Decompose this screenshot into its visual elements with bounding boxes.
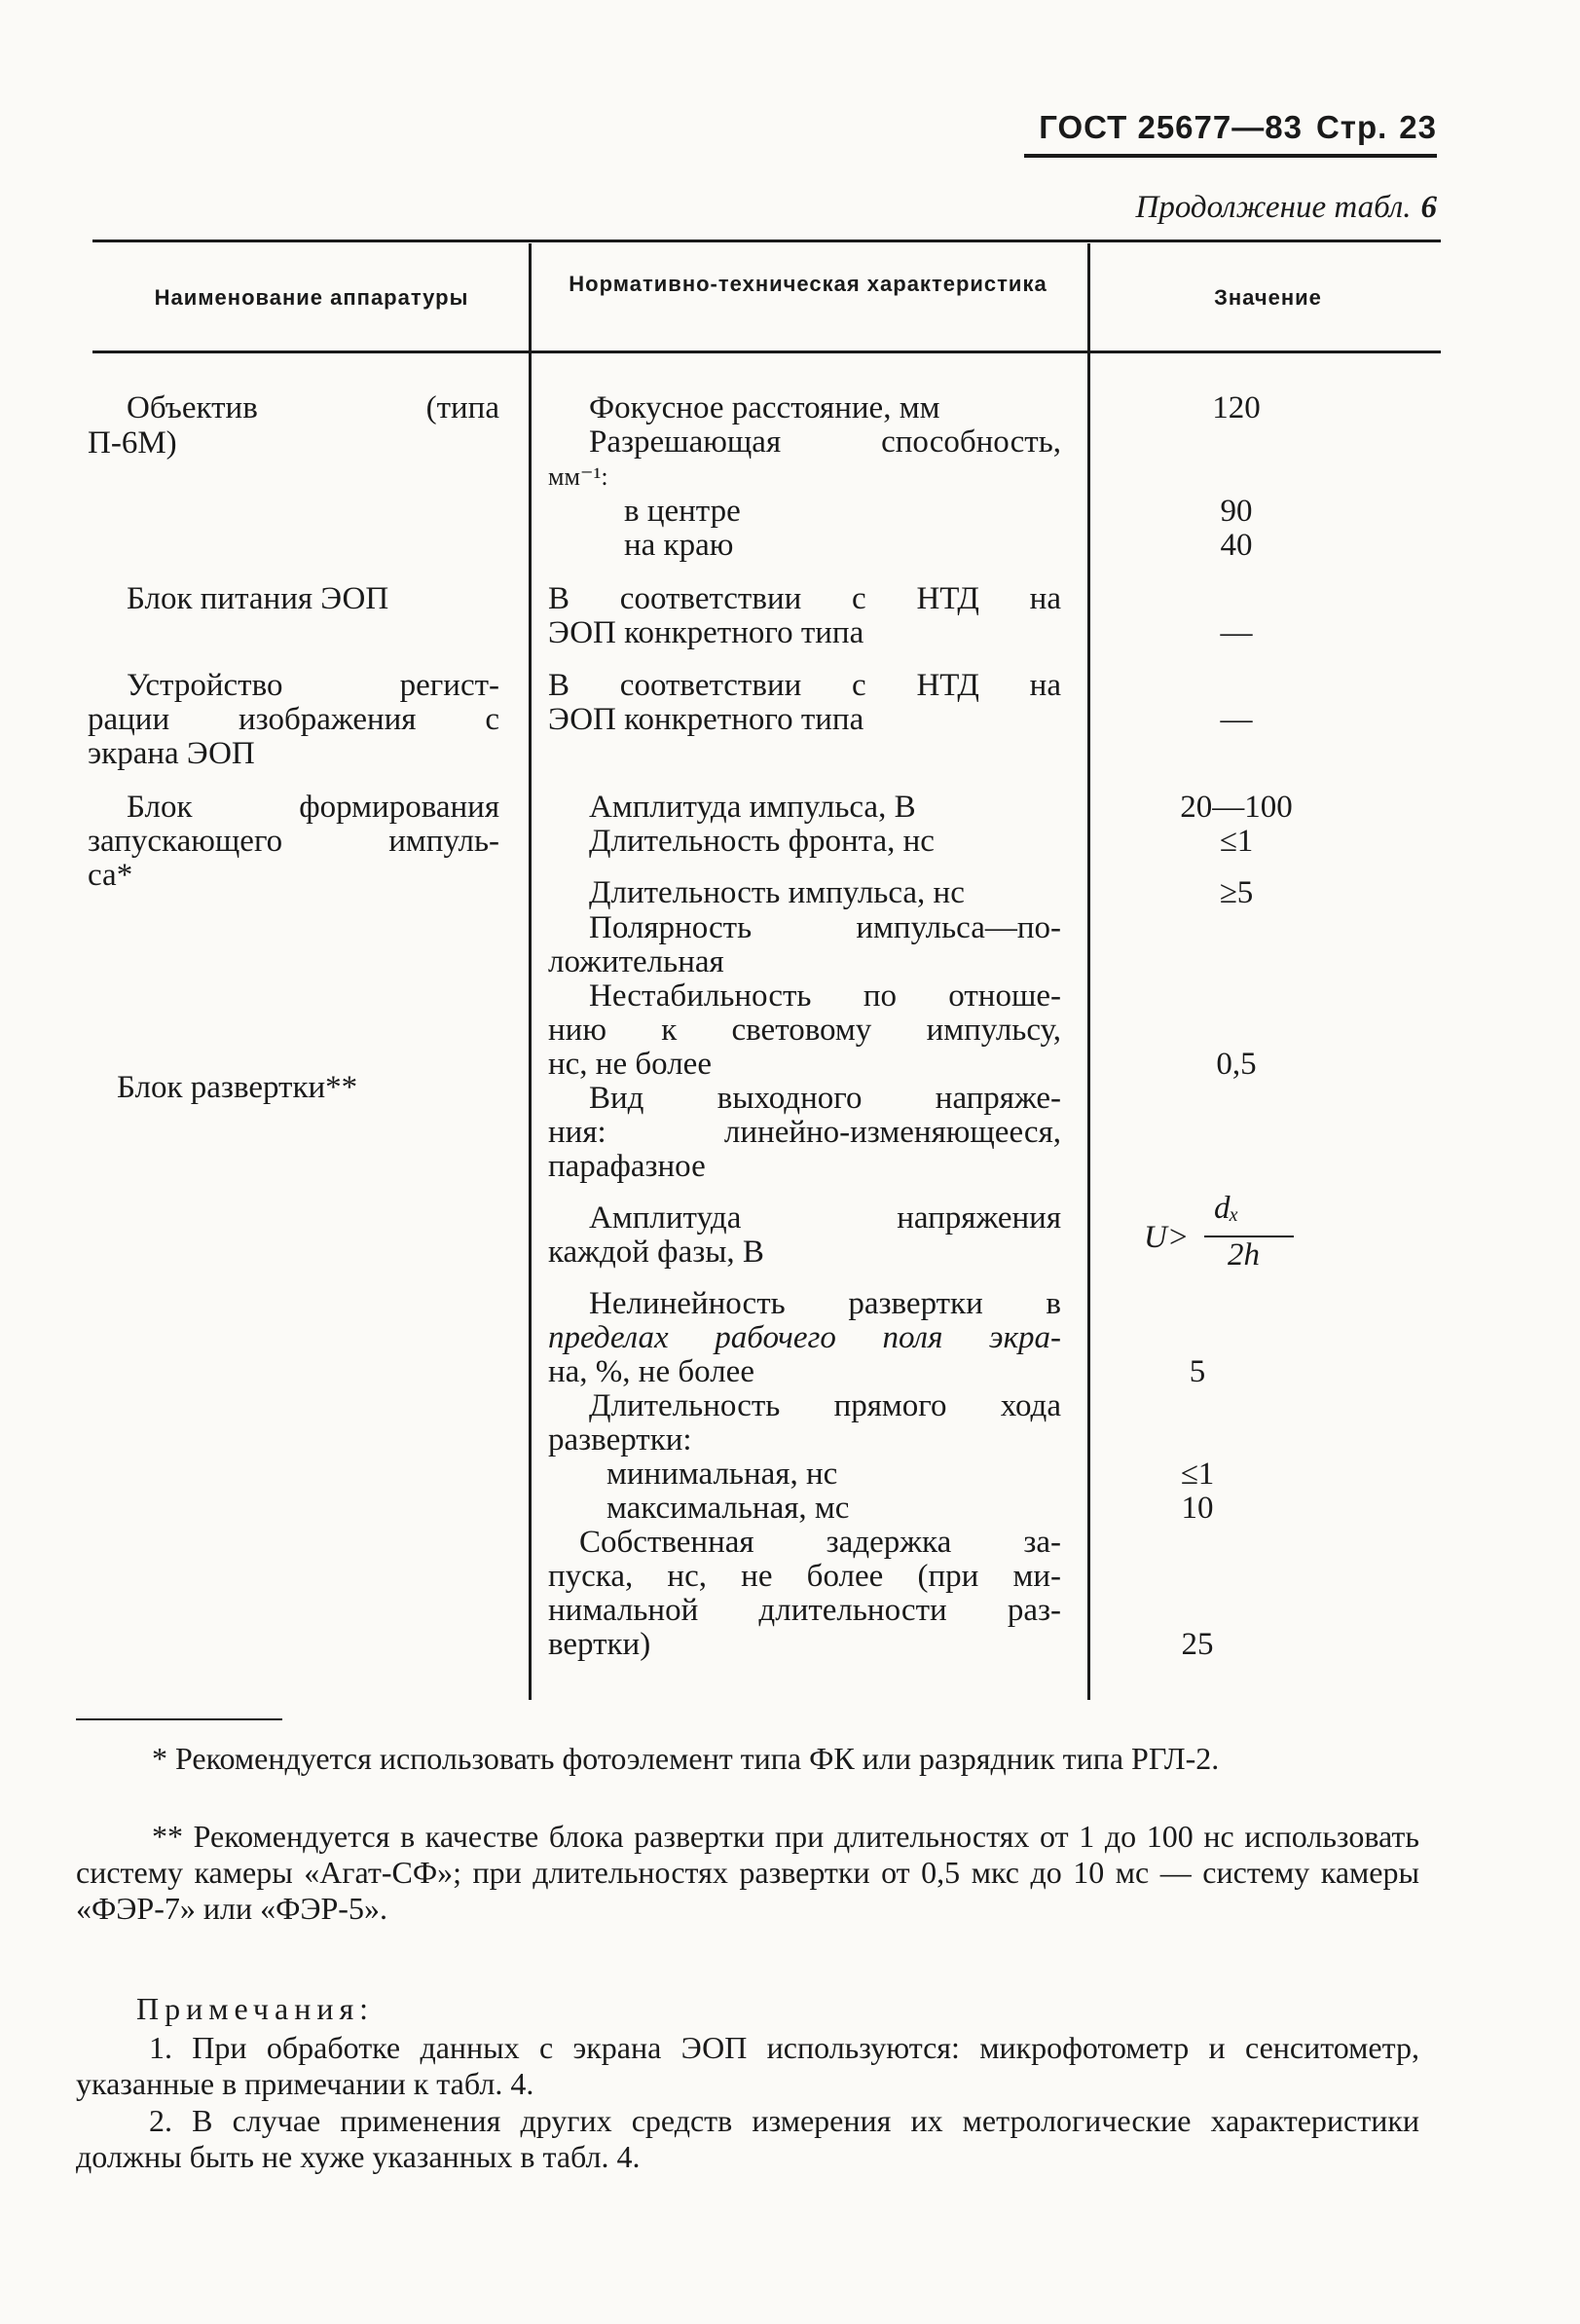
row4-value-1: 20—100 [1180,790,1293,825]
row1-char-1: Фокусное расстояние, мм [589,390,940,425]
row4-value-3: ≥5 [1219,875,1254,910]
notes-title: Примечания: [136,1991,375,2026]
row5-char-a7: ния: линейно-изменяющееся, [548,1115,1061,1150]
row1-char-2: Разрешающая способность, [589,424,1061,460]
formula-numerator: dₓ [1214,1191,1239,1226]
row5-char-c9: пуска, нс, не более (при ми- [548,1559,1061,1594]
row2-name: Блок питания ЭОП [127,581,389,616]
row1-value-2: 90 [1220,494,1253,529]
row4-name-1: Блок формирования [127,790,499,825]
row4-value-2: ≤1 [1219,824,1254,859]
row5-char-c3: на, %, не более [548,1354,754,1389]
row1-value-1: 120 [1212,390,1261,425]
row5-char-c7: максимальная, мс [606,1491,850,1526]
footnote-2: ** Рекомендуется в качестве блока развертки при длительностях от 1 до 100 нс использовать систему камеры «Агат-СФ»; при длительностях развертки от 0,5 мкс до 10 мс — систему камеры «ФЭР-7» или «ФЭР-5». [76,1819,1419,1926]
row5-char-c6: минимальная, нс [606,1457,838,1492]
note-2: 2. В случае применения других средств измерения их метрологические характеристики должны быть не хуже указанных в табл. 4. [76,2103,1419,2174]
table-header-rule [92,350,1441,353]
row3-name-1: Устройство регист- [127,668,499,703]
column-divider-1 [529,243,532,1700]
row4-char-3: Длительность импульса, нс [589,875,965,910]
caption-number: 6 [1420,190,1437,225]
row1-char-5: на краю [624,528,734,563]
footnote-1: * Рекомендуется использовать фотоэлемент типа ФК или разрядник типа РГЛ-2. [152,1741,1220,1776]
row5-char-a3: Нестабильность по отноше- [589,978,1061,1014]
row5-value-c2: ≤1 [1180,1457,1215,1492]
gost-number: ГОСТ 25677—83 [1039,109,1303,145]
header-rule [1024,154,1437,158]
row5-value-c1: 5 [1189,1354,1206,1389]
column-header-value: Значение [1214,285,1322,310]
note-1: 1. При обработке данных с экрана ЭОП используются: микрофотометр и сенситометр, указанные в примечании к табл. 4. [76,2030,1419,2101]
footnote-rule [76,1718,282,1720]
row5-value-a: 0,5 [1216,1047,1257,1082]
row5-char-b1: Амплитуда напряжения [589,1200,1061,1236]
column-header-name: Наименование аппаратуры [154,285,469,310]
row5-char-b2: каждой фазы, В [548,1235,764,1270]
page-header [1039,109,1437,146]
formula-lhs: U> [1144,1220,1190,1255]
row5-char-c2: пределах рабочего поля экра- [548,1320,1061,1355]
row3-char-1: В соответствии с НТД на [548,668,1061,703]
row5-char-a4: нию к световому импульсу, [548,1013,1061,1048]
page-label: Стр. [1315,109,1388,145]
row5-char-c11: вертки) [548,1627,651,1662]
row5-char-c5: развертки: [548,1422,692,1457]
row3-name-3: экрана ЭОП [88,736,255,771]
row5-char-a1: Полярность импульса—по- [589,910,1061,945]
row5-value-c4: 25 [1181,1627,1214,1662]
row3-value: — [1220,702,1253,737]
row5-char-c4: Длительность прямого хода [589,1388,1061,1423]
row1-name-line2: П-6М) [88,425,177,461]
table-caption [1136,190,1437,226]
row5-char-c1: Нелинейность развертки в [589,1286,1061,1321]
row5-value-c3: 10 [1181,1491,1214,1526]
row5-char-a6: Вид выходного напряже- [589,1081,1061,1116]
table-top-rule [92,240,1441,242]
row5-char-c8: Собственная задержка за- [579,1525,1061,1560]
caption-text: Продолжение табл. [1135,190,1412,225]
row4-char-1: Амплитуда импульса, В [589,790,916,825]
row5-char-a5: нс, не более [548,1047,712,1082]
amplitude-formula [1144,1191,1339,1280]
row3-name-2: рации изображения с [88,702,499,737]
row1-char-4: в центре [624,494,741,529]
row2-value: — [1220,615,1253,650]
row2-char-1: В соответствии с НТД на [548,581,1061,616]
row5-char-c10: нимальной длительности раз- [548,1593,1061,1628]
row5-char-a2: ложительная [548,944,724,979]
row5-char-a8: парафазное [548,1149,706,1184]
formula-denominator: 2h [1228,1237,1260,1273]
row4-name-2: запускающего импуль- [88,824,499,859]
row1-char-3: мм⁻¹: [548,462,608,491]
column-divider-2 [1087,243,1090,1700]
row1-name-line1: Объектив (типа [127,390,499,425]
row3-char-2: ЭОП конкретного типа [548,702,864,737]
row4-char-2: Длительность фронта, нс [589,824,935,859]
column-header-characteristic: Нормативно-техническая характеристика [569,272,1047,296]
row5-name: Блок развертки** [117,1070,358,1105]
page-number: 23 [1399,109,1437,145]
row2-char-2: ЭОП конкретного типа [548,615,864,650]
row1-value-3: 40 [1220,528,1253,563]
row4-name-3: са* [88,858,133,893]
